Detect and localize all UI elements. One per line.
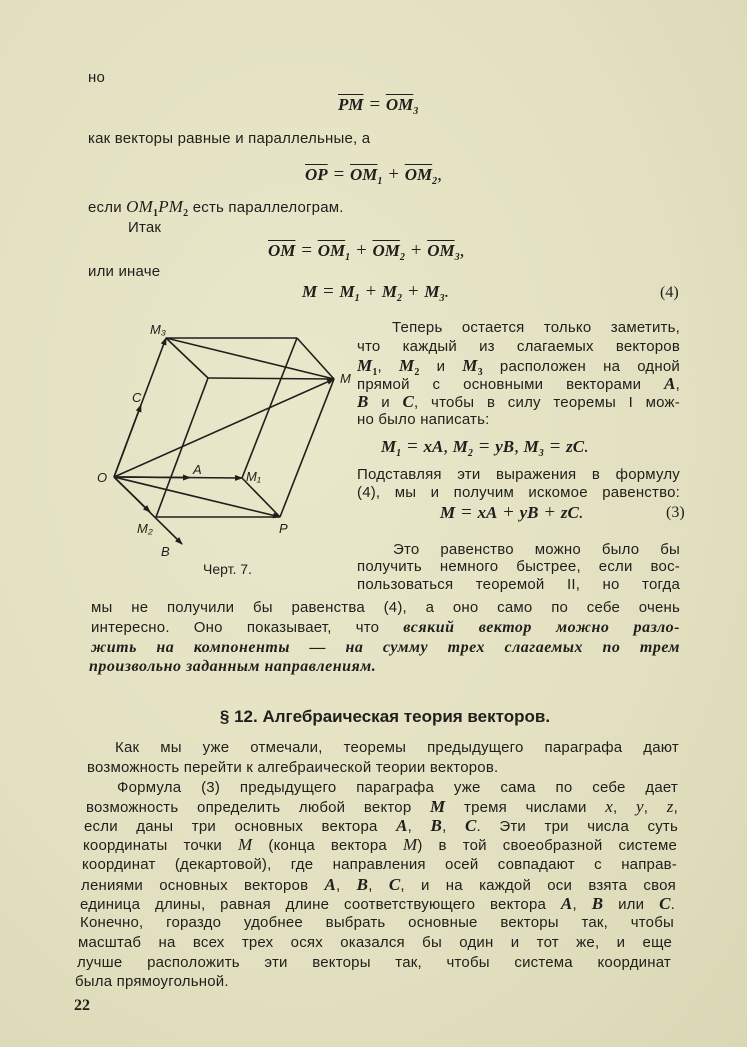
label-m: M (340, 371, 351, 386)
figure-caption: Черт. 7. (203, 561, 252, 577)
text-run: = (401, 436, 424, 457)
label-o: O (97, 470, 108, 485)
math-symbol: M (424, 282, 440, 301)
text-run: , (368, 877, 389, 894)
text-run: , (336, 877, 357, 894)
text-run: , (612, 799, 636, 816)
math-symbol: A (324, 876, 337, 894)
text-run: = (295, 240, 318, 261)
math-symbol: OM (126, 197, 153, 216)
math-symbol: A (664, 375, 676, 393)
text-run: , (442, 818, 465, 835)
text-run: тремя числами (445, 799, 606, 816)
text-run: лениями основных векторов (81, 877, 325, 894)
subscript: 1 (354, 293, 360, 304)
text-run: есть параллелограм. (188, 199, 344, 216)
label-c: C (132, 390, 142, 405)
text-run: но было написать: (357, 411, 490, 428)
text-run: , (643, 799, 667, 816)
math-symbol: C (388, 876, 401, 894)
vector-symbol: $\overline{OM}$ (404, 165, 433, 184)
math-symbol: M (302, 282, 318, 301)
italic-text: всякий вектор можно разло- (403, 619, 680, 636)
math-symbol: yB (519, 503, 539, 522)
math-symbol: M (381, 437, 397, 456)
equation-number-3: (3) (666, 504, 685, 521)
text-run: = (363, 94, 386, 115)
text-line (77, 954, 671, 972)
subscript: 3 (439, 293, 445, 304)
math-symbol: B (591, 895, 604, 913)
text-run: , (437, 164, 442, 185)
math-symbol: M (452, 437, 468, 456)
text-run: но (88, 69, 106, 86)
text-line (80, 914, 674, 932)
subscript: 1 (345, 252, 351, 263)
vector-symbol: $\overline{OM}$ (385, 95, 414, 114)
text-run: , (675, 376, 680, 393)
text-run: интересно. Оно показывает, что (91, 619, 404, 636)
text-run: = (317, 281, 340, 302)
math-symbol: M (440, 503, 456, 522)
text-line (87, 759, 498, 777)
text-line (80, 895, 675, 913)
text-run: + (402, 281, 425, 302)
math-symbol: C (402, 393, 415, 411)
text-run: + (404, 240, 428, 261)
math-symbol: zC (560, 503, 579, 522)
text-run: координат (декартовой), где направления осей совпадают с направ- (82, 856, 677, 873)
text-run: , чтобы в силу теоремы I мож- (414, 394, 680, 411)
text-run: , (443, 436, 453, 457)
text-run: , (572, 896, 592, 913)
diag-m3-m (166, 338, 334, 379)
text-line (81, 876, 676, 894)
math-symbol: C (464, 817, 477, 835)
text-run: как векторы равные и параллельные, а (88, 130, 371, 147)
subscript: 1 (372, 367, 378, 375)
subscript: 1 (396, 448, 402, 459)
text-run: Подставляя эти выражения в формулу (357, 466, 680, 483)
text-run: если даны три основных вектора (84, 818, 397, 835)
text-run: . (444, 281, 450, 302)
text-run: что каждый из слагаемых векторов (357, 338, 680, 355)
label-a: A (193, 462, 202, 477)
subscript: 2 (432, 176, 438, 187)
math-symbol: PM (158, 197, 184, 216)
text-run: . Эти три числа суть (476, 818, 678, 835)
text-run: и (368, 394, 403, 411)
edge-m3-inner (166, 338, 208, 378)
text-run: Теперь остается только заметить, (392, 319, 680, 336)
subscript: 2 (399, 252, 405, 263)
text-run: + (538, 502, 561, 523)
subscript: 1 (153, 208, 159, 219)
subscript: 2 (397, 293, 403, 304)
math-symbol: y (635, 798, 644, 816)
math-symbol: M (339, 282, 355, 301)
math-symbol: M (430, 798, 446, 816)
text-run: пользоваться теоремой II, но тогда (357, 576, 680, 593)
math-symbol: C (659, 895, 671, 913)
subscript: 3 (454, 252, 460, 263)
text-line (117, 779, 678, 797)
label-m1: M₁ (246, 469, 261, 484)
math-symbol: A (560, 895, 573, 913)
text-run: , (673, 799, 678, 816)
text-line (78, 934, 672, 952)
text-run: расположен на одной (482, 358, 680, 375)
text-run: . (584, 436, 589, 457)
text-run: = (472, 436, 496, 457)
page-number: 22 (74, 997, 90, 1014)
edge-inner-m (208, 378, 334, 379)
italic-text: произвольно заданным направлениям. (89, 658, 377, 675)
equation-number-4: (4) (660, 284, 679, 301)
subscript: 3 (477, 367, 483, 375)
text-run: возможность перейти к алгебраической теории векторов. (87, 759, 499, 776)
text-run: Конечно, гораздо удобнее выбрать основные векторы так, чтобы (80, 914, 674, 931)
edge-top-m (297, 338, 334, 379)
subscript: 1 (377, 176, 383, 187)
text-run: = (455, 502, 478, 523)
vector-symbol: $\overline{OM}$ (317, 241, 346, 260)
vector-symbol: $\overline{OM}$ (427, 241, 455, 260)
text-run: возможность определить любой вектор (86, 799, 431, 816)
text-run: ) в той своеобразной системе (417, 837, 677, 854)
text-run: + (359, 281, 382, 302)
math-symbol: M (238, 836, 253, 854)
text-run: прямой с основными векторами (357, 376, 665, 393)
math-symbol: A (396, 817, 408, 835)
text-run: = (543, 436, 567, 457)
math-symbol: B (430, 817, 443, 835)
text-line (75, 973, 229, 991)
math-symbol: B (356, 876, 369, 894)
text-run: + (350, 240, 373, 261)
subscript: 2 (467, 448, 473, 459)
text-run: мы не получили бы равенства (4), а оно само по себе очень (91, 599, 680, 616)
subscript: 2 (414, 367, 420, 375)
text-run: , и на каждой оси взята своя (400, 877, 676, 894)
math-symbol: xA (477, 503, 498, 522)
vector-b-mid (114, 477, 150, 512)
text-line (91, 599, 680, 617)
text-run: + (382, 164, 405, 185)
text-run: . (578, 502, 584, 523)
text-line (91, 639, 680, 657)
text-run: = (327, 164, 350, 185)
label-m3: M₃ (150, 322, 166, 337)
text-run: единица длины, равная длине соответствующего вектора (80, 896, 561, 913)
vector-symbol: $\overline{OP}$ (305, 165, 328, 184)
section-heading: § 12. Алгебраическая теория векторов. (219, 707, 551, 726)
text-run: + (497, 502, 520, 523)
text-run: (конца вектора (252, 837, 403, 854)
math-symbol: x (605, 798, 613, 816)
text-line (91, 619, 680, 637)
math-symbol: M (402, 836, 418, 854)
text-run: лучше расположить эти векторы так, чтобы система координат (77, 954, 671, 971)
text-line (84, 817, 678, 835)
text-run: получить немного быстрее, если вос- (357, 558, 680, 575)
text-line (82, 856, 677, 874)
subscript: 3 (413, 106, 419, 117)
vector-symbol: $\overline{OM}$ (372, 241, 400, 260)
math-symbol: yB (495, 437, 515, 456)
text-line (89, 658, 376, 676)
text-run: Формула (3) предыдущего параграфа уже сама по себе дает (117, 779, 678, 796)
math-symbol: zC (566, 437, 585, 456)
text-run: , (514, 436, 524, 457)
label-b: B (161, 544, 170, 559)
vector-a-mid (114, 477, 190, 478)
text-run: была прямоугольной. (75, 973, 229, 990)
text-line (115, 739, 679, 757)
vector-symbol: $\overline{OM}$ (268, 241, 296, 260)
math-symbol: M (357, 357, 373, 375)
text-run: Как мы уже отмечали, теоремы предыдущего параграфа дают (115, 739, 679, 756)
vector-symbol: $\overline{PM}$ (338, 95, 364, 114)
text-run: , (407, 818, 431, 835)
text-line (86, 798, 678, 816)
text-run: или (603, 896, 660, 913)
vector-symbol: $\overline{OM}$ (350, 165, 378, 184)
text-line (83, 836, 677, 854)
text-run: если (88, 199, 127, 216)
text-run: , (377, 358, 399, 375)
text-run: . (670, 896, 675, 913)
math-symbol: B (357, 393, 369, 411)
text-run: Это равенство можно было бы (393, 541, 680, 558)
italic-text: жить на компоненты — на сумму трех слагаемых по трем (91, 639, 680, 656)
label-m2: M₂ (137, 521, 153, 536)
text-run: (4), мы и получим искомое равенство: (357, 484, 680, 501)
text-run: или иначе (88, 263, 161, 280)
text-run: Итак (128, 219, 162, 236)
text-run: , (459, 240, 465, 261)
text-run: координаты точки (83, 837, 239, 854)
text-run: и (419, 358, 463, 375)
label-p: P (279, 521, 288, 536)
subscript: 3 (538, 448, 544, 459)
text-run: масштаб на всех трех осях оказался бы один и тот же, и еще (78, 934, 672, 951)
math-symbol: z (666, 798, 674, 816)
math-symbol: M (381, 282, 398, 301)
math-symbol: M (462, 357, 478, 375)
math-symbol: M (399, 357, 415, 375)
math-symbol: M (523, 437, 539, 456)
subscript: 2 (183, 208, 189, 219)
math-symbol: xA (423, 437, 444, 456)
